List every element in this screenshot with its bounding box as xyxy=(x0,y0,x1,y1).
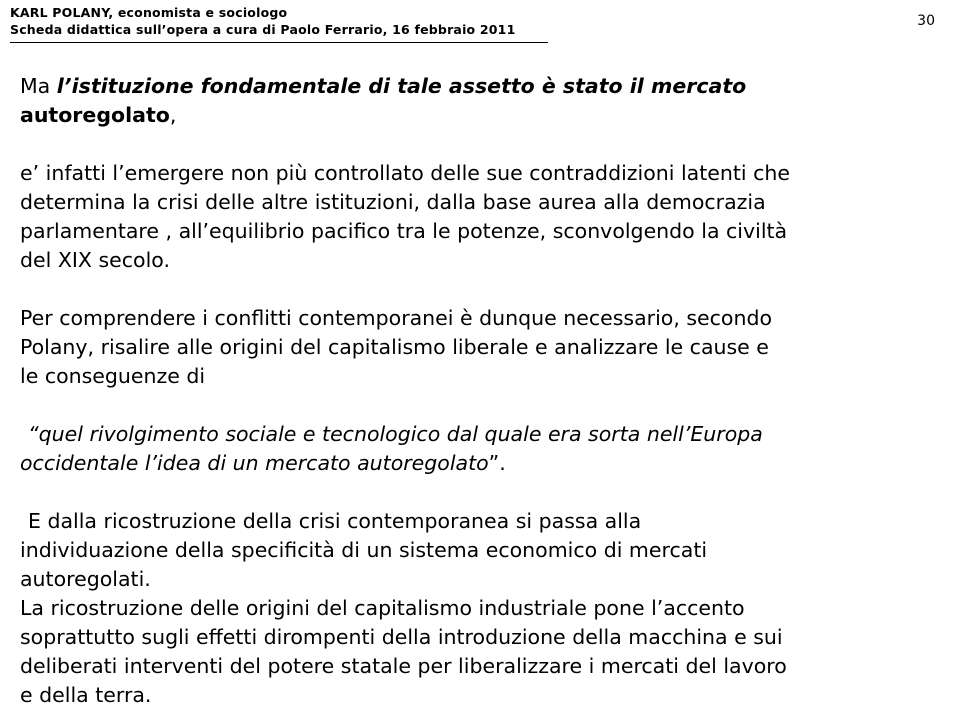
header-subtitle: Scheda didattica sull’opera a cura di Paolo Ferrario, 16 febbraio 2011 xyxy=(10,22,516,37)
quote-open-mark: “ xyxy=(28,422,39,446)
text-line: Polany, risalire alle origini del capitalismo liberale e analizzare le cause e xyxy=(20,335,769,359)
text-line: Per comprendere i conflitti contemporanei è dunque necessario, secondo xyxy=(20,306,773,330)
text-line: parlamentare , all’equilibrio pacifico tra le potenze, sconvolgendo la civiltà xyxy=(20,219,788,243)
paragraph-crisis xyxy=(20,159,935,275)
intro-tail: , xyxy=(169,103,177,127)
text-line: e’ infatti l’emergere non più controllato delle sue contraddizioni latenti che xyxy=(20,161,791,185)
text-line: deliberati interventi del potere statale per liberalizzare i mercati del lavoro xyxy=(20,654,787,678)
paragraph-origins xyxy=(20,594,935,710)
header-title: KARL POLANY, economista e sociologo xyxy=(10,5,288,20)
intro-bold: autoregolato xyxy=(20,103,170,127)
text-line: e della terra. xyxy=(20,683,152,707)
text-line: autoregolati. xyxy=(20,567,151,591)
text-line: La ricostruzione delle origini del capitalismo industriale pone l’accento xyxy=(20,596,745,620)
intro-lead: Ma xyxy=(20,74,57,98)
slide-body xyxy=(20,72,935,710)
text-line: determina la crisi delle altre istituzioni, dalla base aurea alla democrazia xyxy=(20,190,766,214)
quotation xyxy=(20,420,935,478)
text-line: individuazione della specificità di un sistema economico di mercati xyxy=(20,538,708,562)
quote-close-mark: ”. xyxy=(488,451,506,475)
quote-line: quel rivolgimento sociale e tecnologico dal quale era sorta nell’Europa xyxy=(38,422,763,446)
document-header xyxy=(10,4,548,43)
paragraph-conflicts xyxy=(20,304,935,391)
intro-bold-italic: l’istituzione fondamentale di tale assetto è stato il mercato xyxy=(56,74,747,98)
text-line: E dalla ricostruzione della crisi contemporanea si passa alla xyxy=(28,509,642,533)
text-line: le conseguenze di xyxy=(20,364,206,388)
text-line: soprattutto sugli effetti dirompenti della introduzione della macchina e sui xyxy=(20,625,783,649)
quote-line: occidentale l’idea di un mercato autoregolato xyxy=(20,451,489,475)
text-line: del XIX secolo. xyxy=(20,248,170,272)
paragraph-intro xyxy=(20,72,935,130)
page-number: 30 xyxy=(917,13,935,29)
paragraph-reconstruction xyxy=(20,507,935,594)
